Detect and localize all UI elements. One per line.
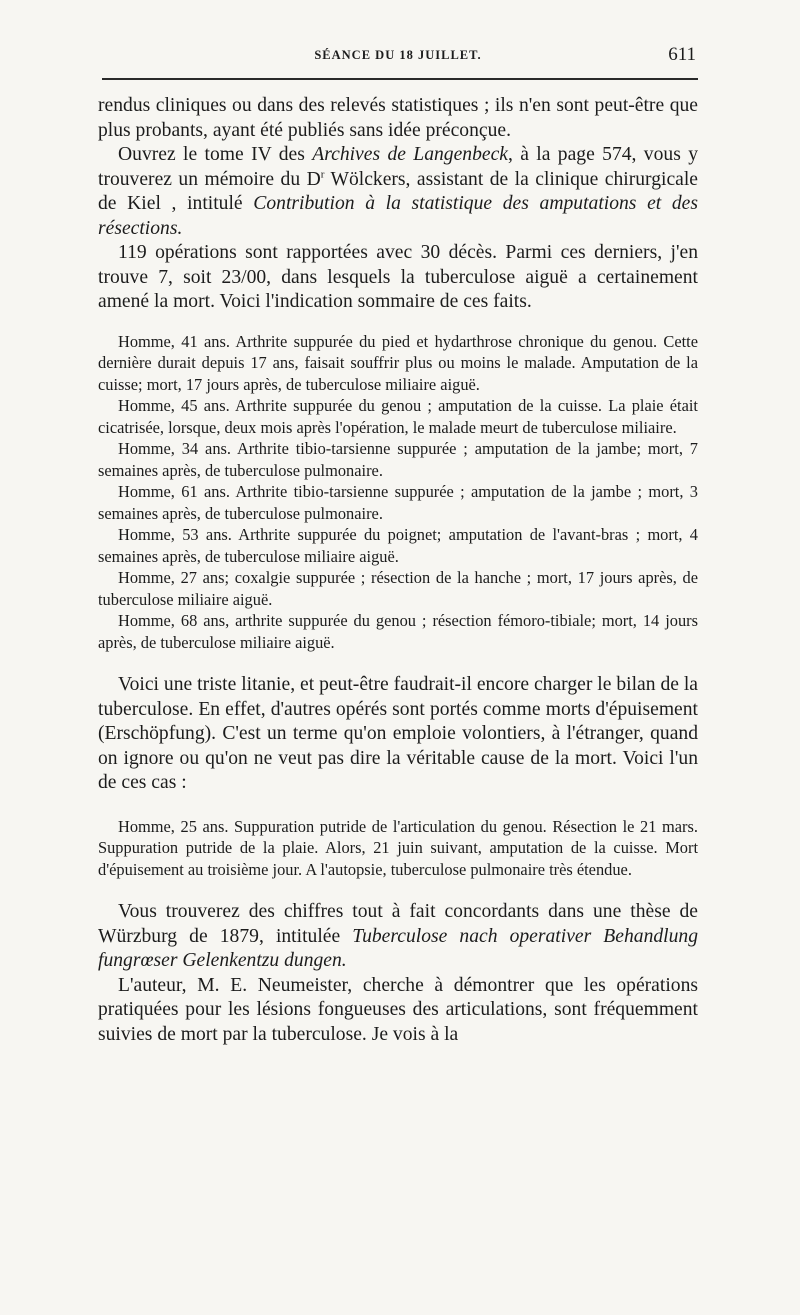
page-header: [98, 44, 698, 72]
text-segment: Wölckers, assistant de la clinique chirurgicale de Kiel , intitulé: [98, 168, 699, 214]
running-title: SÉANCE DU 18 JUILLET.: [314, 48, 482, 62]
paragraph-statistics: 119 opérations sont rapportées avec 30 décès. Parmi ces derniers, j'en trouve 7, soit 23/00, dans lesquels la tuberculose aiguë a certainement amené la mort. Voici l'indication sommaire de ces faits.: [98, 242, 698, 312]
text-segment: Vous trouverez des chiffres tout à fait concordants dans une thèse de Würzburg de 1879, intitulée: [98, 901, 698, 947]
case-list: [98, 331, 698, 654]
book-page: [98, 44, 698, 1047]
superscript: r: [320, 167, 325, 180]
case-item: Homme, 27 ans; coxalgie suppurée ; résection de la hanche ; mort, 17 jours après, de tuberculose miliaire aiguë.: [98, 568, 698, 609]
page-number: 611: [668, 44, 696, 65]
case-item: Homme, 41 ans. Arthrite suppurée du pied et hydarthrose chronique du genou. Cette dernière durait depuis 17 ans, faisait souffrir plus ou moins le malade. Amputation de la cuisse; mort, 17 jours après, de tuberculose miliaire aiguë.: [98, 331, 698, 394]
thesis-title: Tuberculose nach operativer Behandlung fungrœser Gelenkentzu dungen.: [98, 925, 698, 971]
case-item: Homme, 45 ans. Arthrite suppurée du genou ; amputation de la cuisse. La plaie était cicatrisée, lorsque, deux mois après l'opération, le malade meurt de tuberculose miliaire.: [98, 396, 698, 437]
paragraph-neumeister: L'auteur, M. E. Neumeister, cherche à démontrer que les opérations pratiquées pour les lésions fongueuses des articulations, sont fréquemment suivies de mort par la tuberculose. Je vois à la: [98, 974, 698, 1045]
memoir-title: Contribution à la statistique des amputations et des résections.: [98, 193, 698, 239]
case-item: Homme, 53 ans. Arthrite suppurée du poignet; amputation de l'avant-bras ; mort, 4 semaines après, de tuberculose miliaire aiguë.: [98, 525, 698, 566]
case-item-extra: Homme, 25 ans. Suppuration putride de l'articulation du genou. Résection le 21 mars. Suppuration putride de la plaie. Alors, 21 juin suivant, amputation de la cuisse. Mort d'épuisement au troisième jour. A l'autopsie, tuberculose pulmonaire très étendue.: [98, 816, 698, 879]
paragraph-litany: Voici une triste litanie, et peut-être faudrait-il encore charger le bilan de la tuberculose. En effet, d'autres opérés sont portés comme morts d'épuisement (Erschöpfung). C'est un terme qu'on emploie volontiers, à l'étranger, quand on ignore ou qu'on ne veut pas dire la véritable cause de la mort. Voici l'un de ces cas :: [98, 674, 698, 793]
paragraph-wurzburg: [98, 900, 698, 974]
text-segment: , à la page 574, vous y trouverez un mémoire du D: [98, 144, 698, 190]
header-rule: [102, 78, 698, 80]
paragraph-continued: rendus cliniques ou dans des relevés statistiques ; ils n'en sont peut-être que plus probants, ayant été publiés sans idée préconçue.: [98, 95, 698, 141]
case-item: Homme, 61 ans. Arthrite tibio-tarsienne suppurée ; amputation de la jambe ; mort, 3 semaines après, de tuberculose pulmonaire.: [98, 482, 698, 523]
case-item: Homme, 34 ans. Arthrite tibio-tarsienne suppurée ; amputation de la jambe; mort, 7 semaines après, de tuberculose pulmonaire.: [98, 439, 698, 480]
text-segment: Ouvrez le tome IV des: [118, 144, 313, 165]
journal-title: Archives de Langenbeck: [312, 144, 508, 165]
paragraph-archives: [98, 143, 698, 241]
case-item: Homme, 68 ans, arthrite suppurée du genou ; résection fémoro-tibiale; mort, 14 jours après, de tuberculose miliaire aiguë.: [98, 611, 698, 652]
